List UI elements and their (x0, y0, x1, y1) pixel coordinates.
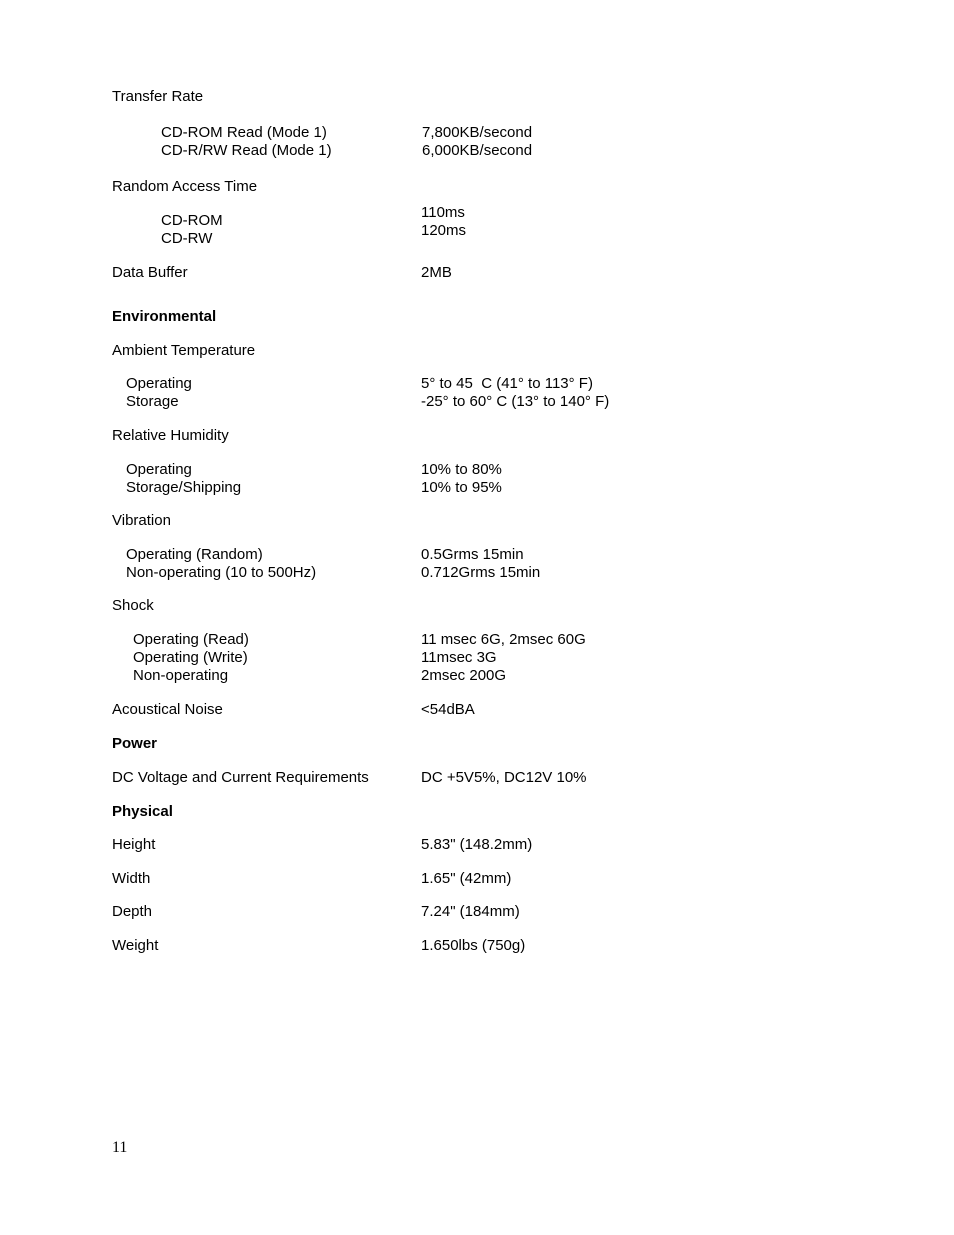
access-cdrw-value: 120ms (421, 222, 467, 239)
temp-storage-label: Storage (126, 393, 179, 410)
data-buffer-label: Data Buffer (112, 264, 188, 281)
relative-humidity-label: Relative Humidity (112, 427, 229, 444)
temp-operating-value: 5° to 45 C (41° to 113° F) (421, 375, 593, 392)
shock-nonoperating-value: 2msec 200G (421, 667, 507, 684)
shock-write-label: Operating (Write) (133, 649, 248, 666)
cdrom-read-label: CD-ROM Read (Mode 1) (161, 124, 327, 141)
access-cdrw-label: CD-RW (161, 230, 213, 247)
humidity-storage-label: Storage/Shipping (126, 479, 242, 496)
height-label: Height (112, 836, 156, 853)
data-buffer-value: 2MB (421, 264, 452, 281)
environmental-heading: Environmental (112, 308, 217, 325)
depth-label: Depth (112, 903, 153, 920)
weight-value: 1.650lbs (750g) (421, 937, 526, 954)
vibration-nonoperating-label: Non-operating (10 to 500Hz) (126, 564, 317, 581)
vibration-operating-value: 0.5Grms 15min (421, 546, 524, 563)
dc-voltage-value: DC +5V5%, DC12V 10% (421, 769, 587, 786)
acoustical-noise-value: <54dBA (421, 701, 475, 718)
width-value: 1.65" (42mm) (421, 870, 512, 887)
acoustical-noise-label: Acoustical Noise (112, 701, 223, 718)
dc-voltage-label: DC Voltage and Current Requirements (112, 769, 369, 786)
humidity-operating-label: Operating (126, 461, 192, 478)
shock-nonoperating-label: Non-operating (133, 667, 229, 684)
shock-write-value: 11msec 3G (421, 649, 497, 666)
humidity-storage-value: 10% to 95% (421, 479, 502, 496)
vibration-operating-label: Operating (Random) (126, 546, 263, 563)
cdrw-read-value: 6,000KB/second (422, 142, 533, 159)
transfer-rate-label: Transfer Rate (112, 88, 204, 105)
vibration-nonoperating-value: 0.712Grms 15min (421, 564, 541, 581)
vibration-label: Vibration (112, 512, 171, 529)
random-access-label: Random Access Time (112, 178, 258, 195)
shock-read-value: 11 msec 6G, 2msec 60G (421, 631, 586, 648)
temp-operating-label: Operating (126, 375, 192, 392)
page-number: 11 (112, 1139, 128, 1156)
physical-heading: Physical (112, 803, 173, 820)
width-label: Width (112, 870, 151, 887)
weight-label: Weight (112, 937, 159, 954)
ambient-temperature-label: Ambient Temperature (112, 342, 256, 359)
height-value: 5.83" (148.2mm) (421, 836, 533, 853)
power-heading: Power (112, 735, 158, 752)
depth-value: 7.24" (184mm) (421, 903, 520, 920)
access-cdrom-value: 110ms (421, 204, 465, 221)
cdrw-read-label: CD-R/RW Read (Mode 1) (161, 142, 332, 159)
humidity-operating-value: 10% to 80% (421, 461, 502, 478)
shock-read-label: Operating (Read) (133, 631, 249, 648)
temp-storage-value: -25° to 60° C (13° to 140° F) (421, 393, 610, 410)
access-cdrom-label: CD-ROM (161, 212, 223, 229)
cdrom-read-value: 7,800KB/second (422, 124, 533, 141)
shock-label: Shock (112, 597, 154, 614)
